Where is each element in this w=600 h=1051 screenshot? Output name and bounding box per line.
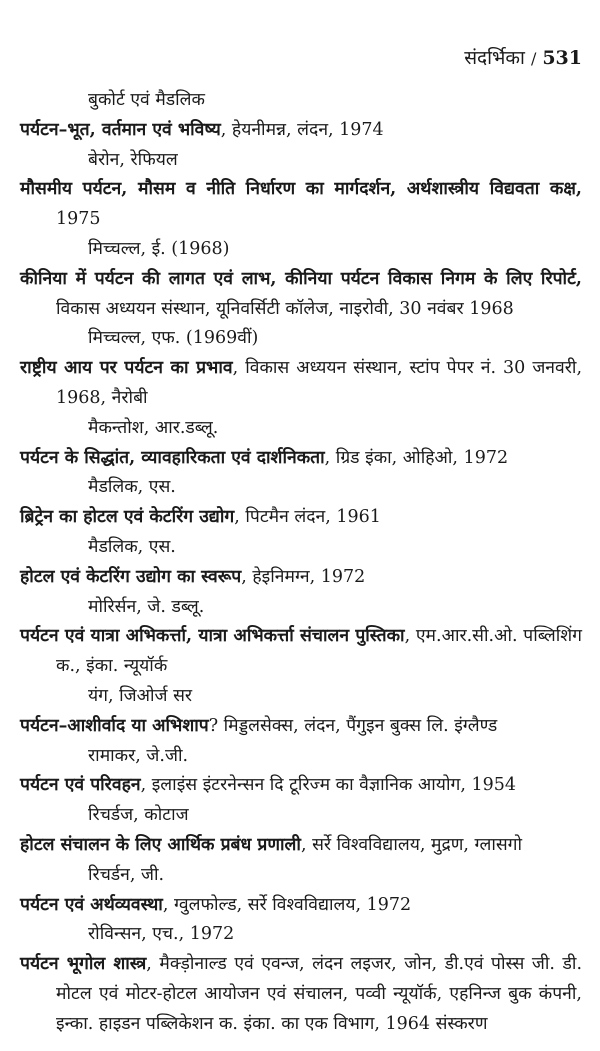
- work-publication-details: विकास अध्ययन संस्थान, यूनिवर्सिटी कॉलेज, नाइरोवी, 30 नवंबर 1968: [56, 298, 514, 319]
- section-title: संदर्भिका: [464, 47, 525, 69]
- bibliography-author: रिचर्डज, कोटाज: [88, 805, 189, 826]
- work-publication-details: , पिटमैन लंदन, 1961: [234, 507, 381, 528]
- work-title: कीनिया में पर्यटन की लागत एवं लाभ, कीनिया पर्यटन विकास निगम के लिए रिपोर्ट,: [20, 268, 582, 289]
- work-publication-details: , इलाइंस इंटरनेन्सन दि टूरिज्म का वैज्ञानिक आयोग, 1954: [140, 775, 516, 796]
- work-publication-details: , मैक्ड़ोनाल्ड एवं एवन्ज, लंदन लइजर, जोन, डी.एवं पोस्स जी. डी. मोटल एवं मोटर-होटल आयोजन एवं संचालन, पव्वी न्यूयॉर्क, एहनिन्ज बुक कंपनी, इन्का. हाइडन पब्लिकेशन क. इंका. का एक विभाग, 1964 संस्करण: [56, 954, 583, 1034]
- bibliography-work: [20, 354, 582, 414]
- bibliography-list: [20, 86, 582, 1040]
- bibliography-author: मैडलिक, एस.: [88, 477, 176, 498]
- bibliography-work: [20, 771, 582, 801]
- work-title: पर्यटन–भूत, वर्तमान एवं भविष्य: [20, 119, 221, 140]
- work-publication-details: , हेयनीमन्न, लंदन, 1974: [220, 119, 384, 140]
- work-publication-details: , ग्रिड इंका, ओहिओ, 1972: [324, 447, 509, 468]
- work-title: पर्यटन के सिद्धांत, व्यावहारिकता एवं दार्शनिकता: [20, 447, 325, 468]
- work-title: होटल एवं केटरिंग उद्योग का स्वरूप: [20, 566, 242, 587]
- work-publication-details: , हेइनिमग्न, 1972: [241, 566, 366, 587]
- bibliography-author: रिचर्डन, जी.: [88, 864, 165, 885]
- work-title: पर्यटन एवं अर्थव्यवस्था: [20, 894, 163, 915]
- bibliography-author: मैडलिक, एस.: [88, 536, 176, 557]
- bibliography-author: यंग, जिओर्ज सर: [88, 685, 193, 706]
- work-title: ब्रिट्रेन का होटल एवं केटरिंग उद्योग: [20, 507, 235, 528]
- work-publication-details: , सर्रे विश्वविद्यालय, मुद्रण, ग्लासगो: [300, 834, 523, 855]
- work-publication-details: , एम.आर.सी.ओ. पब्लिशिंग क., इंका. न्यूयॉर्क: [56, 626, 582, 677]
- bibliography-author: रोविन्सन, एच., 1972: [88, 924, 235, 945]
- work-title: होटल संचालन के लिए आर्थिक प्रबंध प्रणाली: [20, 834, 301, 855]
- bibliography-work: [20, 503, 582, 533]
- bibliography-work: [20, 712, 582, 742]
- bibliography-work: [20, 175, 582, 235]
- page-number: 531: [542, 47, 582, 69]
- bibliography-work: [20, 622, 582, 682]
- work-title: पर्यटन–आशीर्वाद या अभिशाप: [20, 715, 209, 736]
- work-title: पर्यटन भूगोल शास्त्र: [20, 954, 147, 975]
- bibliography-author: रामाकर, जे.जी.: [88, 745, 189, 766]
- bibliography-author: मिच्चल्ल, एफ. (1969वीं): [88, 328, 259, 349]
- work-title: राष्ट्रीय आय पर पर्यटन का प्रभाव: [20, 358, 233, 379]
- bibliography-work: [20, 891, 582, 921]
- work-publication-details: , ग्वुलफोल्ड, सर्रे विश्वविद्यालय, 1972: [162, 894, 412, 915]
- bibliography-author: मोरिर्सन, जे. डब्लू.: [88, 596, 205, 617]
- bibliography-work: [20, 265, 582, 325]
- bibliography-work: [20, 116, 582, 146]
- work-publication-details: , विकास अध्ययन संस्थान, स्टांप पेपर नं. 30 जनवरी, 1968, नैरोबी: [56, 358, 583, 408]
- bibliography-author: बुकोर्ट एवं मैडलिक: [88, 90, 205, 110]
- bibliography-work: [20, 950, 582, 1039]
- bibliography-work: [20, 444, 582, 474]
- bibliography-author: मैकन्तोश, आर.डब्लू.: [88, 417, 219, 438]
- bibliography-work: [20, 563, 582, 593]
- bibliography-work: [20, 831, 582, 861]
- bibliography-author: बेरोन, रेफियल: [88, 149, 178, 170]
- work-publication-details: ? मिड्डलसेक्स, लंदन, पैंगुइन बुक्स लि. इंग्लैण्ड: [208, 715, 498, 736]
- bibliography-author: मिच्चल्ल, ई. (1968): [88, 238, 230, 259]
- header-separator: /: [530, 49, 537, 68]
- work-publication-details: 1975: [56, 209, 101, 230]
- running-header: [464, 44, 582, 70]
- work-title: मौसमीय पर्यटन, मौसम व नीति निर्धारण का मार्गदर्शन, अर्थशास्त्रीय विद्यवता कक्ष,: [20, 179, 582, 200]
- work-title: पर्यटन एवं यात्रा अभिकर्त्ता, यात्रा अभिकर्त्ता संचालन पुस्तिका: [20, 626, 405, 647]
- work-title: पर्यटन एवं परिवहन: [20, 775, 141, 796]
